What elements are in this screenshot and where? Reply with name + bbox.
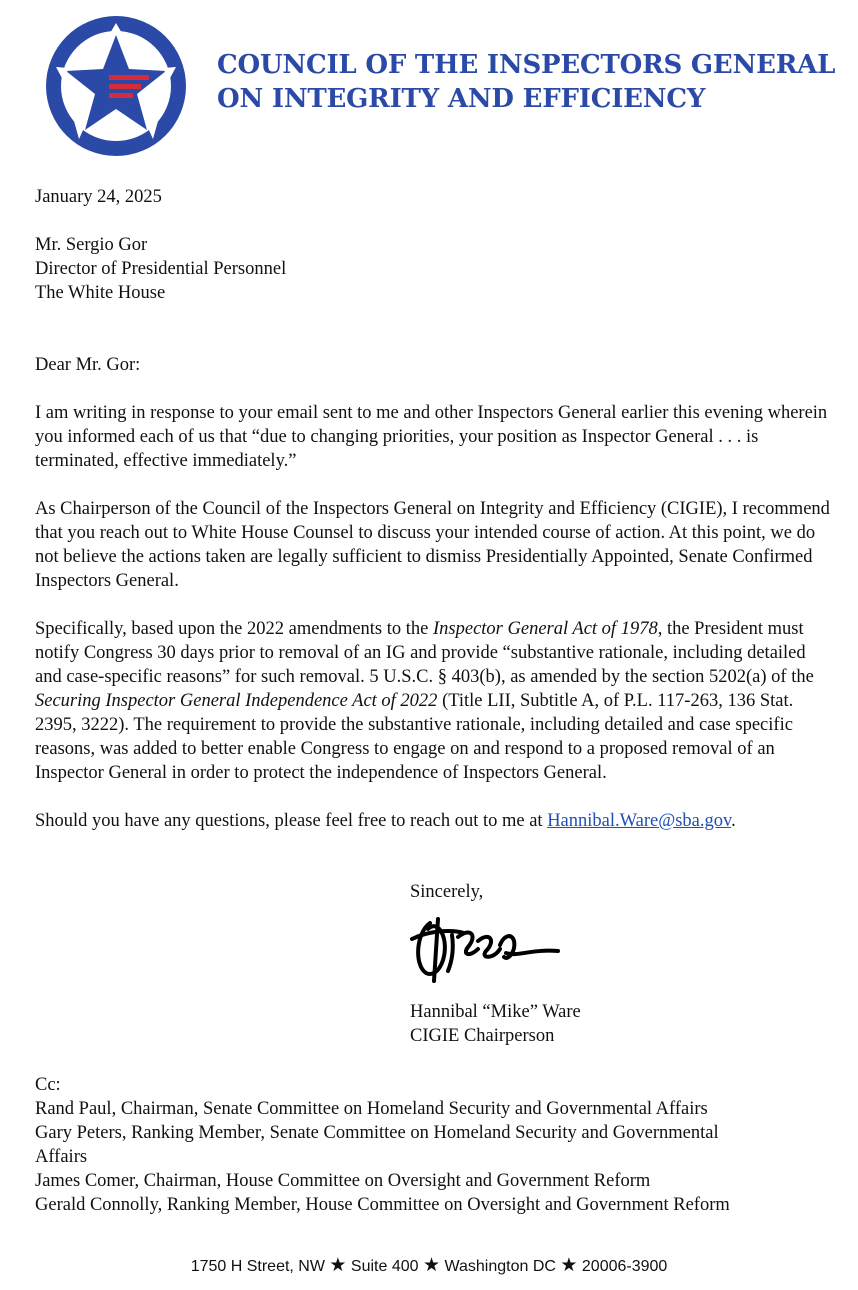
star-separator-icon: ★ [560,1255,578,1276]
paragraph-3-part2: , the President must notify Congress 30 days prior to removal of an IG and provide “substantive rationale, including detailed and case-specific reasons” for such removal. 5 U.S.C. § 403(b), as amended by the section 5202(a) of the [35,619,814,687]
cc-line: Affairs [35,1147,88,1167]
cc-line: Rand Paul, Chairman, Senate Committee on Homeland Security and Governmental Affairs [35,1099,708,1119]
paragraph-3-italic2: Securing Inspector General Independence Act of 2022 [35,691,438,711]
paragraph-3-italic1: Inspector General Act of 1978 [433,619,658,639]
recipient-org: The White House [35,283,166,303]
paragraph-4 [35,809,835,833]
recipient-name: Mr. Sergio Gor [35,235,148,255]
handwritten-signature-icon [408,905,568,987]
paragraph-3-part1: Specifically, based upon the 2022 amendments to the [35,619,433,639]
org-title [217,48,835,116]
cc-block [35,1073,835,1217]
cc-line: James Comer, Chairman, House Committee on Oversight and Government Reform [35,1171,651,1191]
letter-body [35,185,835,833]
paragraph-3-part3: (Title LII, Subtitle A, of P.L. 117-263, 136 Stat. 2395, 3222). The requirement to provide the substantive rationale, including detailed and case specific reasons, was added to better enable Congress to engage on and respond to a proposed removal of an Inspector General in order to protect the independence of Inspectors General. [35,691,794,783]
email-link[interactable]: Hannibal.Ware@sba.gov [547,811,732,831]
greeting: Dear Mr. Gor: [35,355,141,375]
footer-city: Washington DC [444,1258,556,1275]
star-separator-icon: ★ [422,1255,441,1276]
cigie-seal-icon [45,15,187,157]
cc-label: Cc: [35,1075,61,1095]
cc-line: Gerald Connolly, Ranking Member, House Committee on Oversight and Government Reform [35,1195,730,1215]
footer-suite: Suite 400 [350,1258,419,1275]
letter-date: January 24, 2025 [35,187,162,207]
footer-address [0,1254,858,1277]
paragraph-2: As Chairperson of the Council of the Inspectors General on Integrity and Efficiency (CIGIE), I recommend that you reach out to White House Counsel to discuss your intended course of action. At this point, we do not believe the actions taken are legally sufficient to dismiss Presidentially Appointed, Senate Confirmed Inspectors General. [35,499,830,591]
org-title-line2: ON INTEGRITY AND EFFICIENCY [217,84,706,114]
star-separator-icon: ★ [329,1255,347,1276]
paragraph-4-suffix: . [731,811,736,831]
cc-line: Gary Peters, Ranking Member, Senate Committee on Homeland Security and Governmental [35,1123,719,1143]
closing-salutation: Sincerely, [410,882,484,902]
org-title-line1: COUNCIL OF THE INSPECTORS GENERAL [217,50,836,80]
footer-street: 1750 H Street, NW [190,1258,325,1275]
paragraph-1: I am writing in response to your email sent to me and other Inspectors General earlier this evening wherein you informed each of us that “due to changing priorities, your position as Inspector General . . . is terminated, effective immediately.” [35,403,828,471]
signer-title: CIGIE Chairperson [410,1026,555,1046]
recipient-title: Director of Presidential Personnel [35,259,287,279]
paragraph-4-prefix: Should you have any questions, please feel free to reach out to me at [35,811,548,831]
signer-name: Hannibal “Mike” Ware [410,1002,581,1022]
footer-zip: 20006-3900 [581,1258,668,1275]
recipient-block [35,233,835,305]
paragraph-3 [35,617,835,785]
